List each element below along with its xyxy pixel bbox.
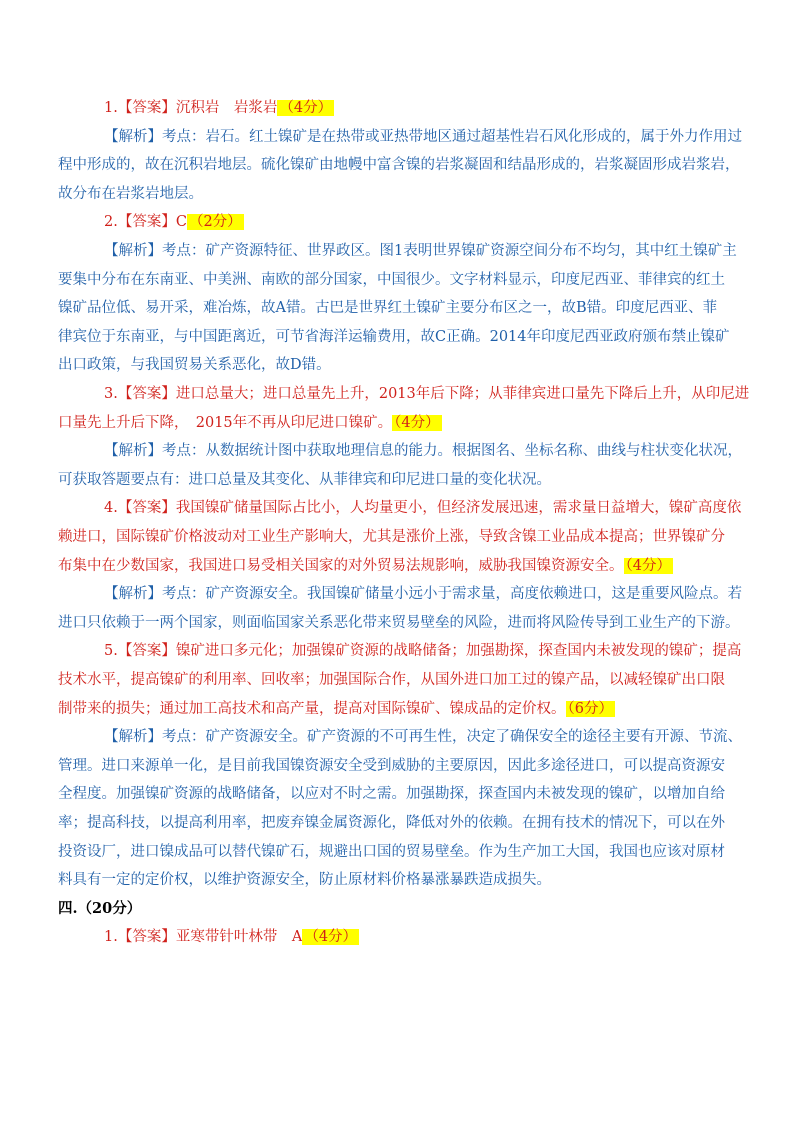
- answer-label: 【答案】: [117, 100, 176, 116]
- analysis-label: 【解析】: [104, 443, 162, 460]
- analysis-text: 故分布在岩浆岩地层。: [58, 185, 203, 202]
- score-highlight: （4分）: [625, 557, 671, 574]
- score-highlight: （2分）: [188, 214, 242, 231]
- question-number: 3.: [104, 386, 118, 402]
- text-line: [104, 127, 742, 147]
- text-line: [58, 699, 615, 719]
- analysis-text: 进口只依赖于一两个国家，则面临国家关系恶化带来贸易壁垒的风险，进而将风险传导到工业生产的下游。: [58, 614, 740, 631]
- answer-text: 口量先上升后下降， 2015年不再从印尼进口镍矿。: [58, 414, 393, 431]
- analysis-label: 【解析】: [104, 128, 162, 145]
- answer-text: C: [175, 214, 187, 231]
- analysis-text: 考点：矿产资源特征、世界政区。图1表明世界镍矿资源空间分布不均匀，其中红土镍矿主: [162, 243, 737, 259]
- analysis-text: 全程度。加强镍矿资源的战略储备，以应对不时之需。加强勘探，探查国内未被发现的镍矿，以增加自给: [58, 786, 725, 803]
- text-line: [104, 241, 737, 261]
- text-line: [104, 98, 334, 118]
- text-line: [58, 155, 740, 175]
- section-heading: 四.（20分）: [58, 899, 142, 917]
- answer-label: 【答案】: [117, 386, 176, 402]
- analysis-text: 要集中分布在东南亚、中美洲、南欧的部分国家，中国很少。文字材料显示，印度尼西亚、菲律宾的红土: [58, 271, 725, 288]
- text-line: [58, 670, 725, 690]
- answer-text: 赖进口，国际镍矿价格波动对工业生产影响大，尤其是涨价上涨，导致含镍工业品成本提高；世界镍矿分: [58, 529, 725, 545]
- text-line: [58, 470, 551, 490]
- text-line: [58, 527, 725, 547]
- analysis-text: 出口政策，与我国贸易关系恶化，故D错。: [58, 357, 331, 374]
- text-line: [58, 756, 725, 776]
- analysis-text: 料具有一定的定价权，以维护资源安全，防止原材料价格暴涨暴跌造成损失。: [58, 872, 551, 889]
- question-number: 1.: [104, 100, 118, 116]
- text-line: [58, 184, 203, 204]
- analysis-text: 考点：矿产资源安全。矿产资源的不可再生性，决定了确保安全的途径主要有开源、节流、: [162, 729, 742, 746]
- text-line: [104, 927, 359, 947]
- analysis-text: 率；提高科技，以提高利用率，把废弃镍金属资源化，降低对外的依赖。在拥有技术的情况下，可以在外: [58, 815, 725, 831]
- text-line: [58, 327, 730, 347]
- analysis-text: 考点：岩石。红土镍矿是在热带或亚热带地区通过超基性岩石风化形成的，属于外力作用过: [162, 128, 742, 145]
- answer-text: 镍矿进口多元化；加强镍矿资源的战略储备；加强勘探，探查国内未被发现的镍矿；提高: [175, 643, 742, 660]
- analysis-text: 管理。进口来源单一化，是目前我国镍资源安全受到威胁的主要原因，因此多途径进口，可以提高资源安: [58, 757, 725, 774]
- text-line: [58, 813, 725, 833]
- answer-text: 亚寒带针叶林带 A: [175, 929, 303, 946]
- text-line: [104, 212, 244, 232]
- answer-label: 【答案】: [117, 500, 176, 517]
- question-number: 1.: [104, 929, 118, 946]
- text-line: [104, 727, 742, 747]
- score-highlight: （4分）: [394, 414, 440, 431]
- text-line: [58, 842, 725, 862]
- answer-label: 【答案】: [117, 643, 176, 660]
- text-line: [58, 355, 331, 375]
- text-line: [58, 270, 725, 290]
- text-line: [58, 784, 725, 804]
- text-line: [104, 498, 741, 518]
- text-line: [58, 899, 141, 919]
- text-line: [58, 870, 551, 890]
- answer-text: 技术水平，提高镍矿的利用率、回收率；加强国际合作，从国外进口加工过的镍产品，以减轻镍矿出口限: [58, 672, 725, 688]
- text-line: [58, 298, 717, 318]
- answer-label: 【答案】: [117, 929, 176, 946]
- score-highlight: （6分）: [567, 700, 613, 717]
- question-number: 4.: [104, 500, 118, 517]
- text-line: [104, 441, 742, 461]
- analysis-label: 【解析】: [104, 729, 162, 746]
- text-line: [58, 613, 740, 633]
- answer-text: 我国镍矿储量国际占比小，人均量更小，但经济发展迅速，需求量日益增大，镍矿高度依: [175, 500, 742, 517]
- answer-text: 布集中在少数国家，我国进口易受相关国家的对外贸易法规影响，威胁我国镍资源安全。: [58, 557, 624, 574]
- analysis-text: 可获取答题要点有：进口总量及其变化、从菲律宾和印尼进口量的变化状况。: [58, 471, 551, 488]
- answer-text: 制带来的损失；通过加工高技术和高产量，提高对国际镍矿、镍成品的定价权。: [58, 700, 566, 717]
- analysis-label: 【解析】: [104, 243, 162, 259]
- answer-label: 【答案】: [117, 214, 176, 231]
- analysis-text: 律宾位于东南亚，与中国距离近，可节省海洋运输费用，故C正确。2014年印度尼西亚政府颁布禁止镍矿: [58, 328, 730, 345]
- score-highlight: （4分）: [304, 929, 358, 946]
- analysis-text: 考点：矿产资源安全。我国镍矿储量小远小于需求量，高度依赖进口，这是重要风险点。若: [162, 586, 742, 603]
- analysis-text: 镍矿品位低、易开采，难冶炼，故A错。古巴是世界红土镍矿主要分布区之一，故B错。印度尼西亚、菲: [58, 300, 718, 317]
- text-line: [58, 556, 673, 576]
- answer-text: 沉积岩 岩浆岩: [175, 100, 278, 116]
- text-line: [104, 584, 742, 604]
- answer-text: 进口总量大；进口总量先上升，2013年后下降；从菲律宾进口量先下降后上升，从印尼进: [175, 386, 750, 402]
- question-number: 2.: [104, 214, 118, 231]
- analysis-text: 投资设厂，进口镍成品可以替代镍矿石，规避出口国的贸易壁垒。作为生产加工大国，我国也应该对原材: [58, 843, 725, 860]
- analysis-text: 考点：从数据统计图中获取地理信息的能力。根据图名、坐标名称、曲线与柱状变化状况，: [162, 443, 742, 460]
- text-line: [104, 641, 741, 661]
- score-highlight: （4分）: [279, 100, 333, 116]
- question-number: 5.: [104, 643, 118, 660]
- text-line: [104, 384, 749, 404]
- analysis-text: 程中形成的，故在沉积岩地层。硫化镍矿由地幔中富含镍的岩浆凝固和结晶形成的，岩浆凝固形成岩浆岩，: [58, 157, 740, 174]
- text-line: [58, 413, 442, 433]
- analysis-label: 【解析】: [104, 586, 162, 603]
